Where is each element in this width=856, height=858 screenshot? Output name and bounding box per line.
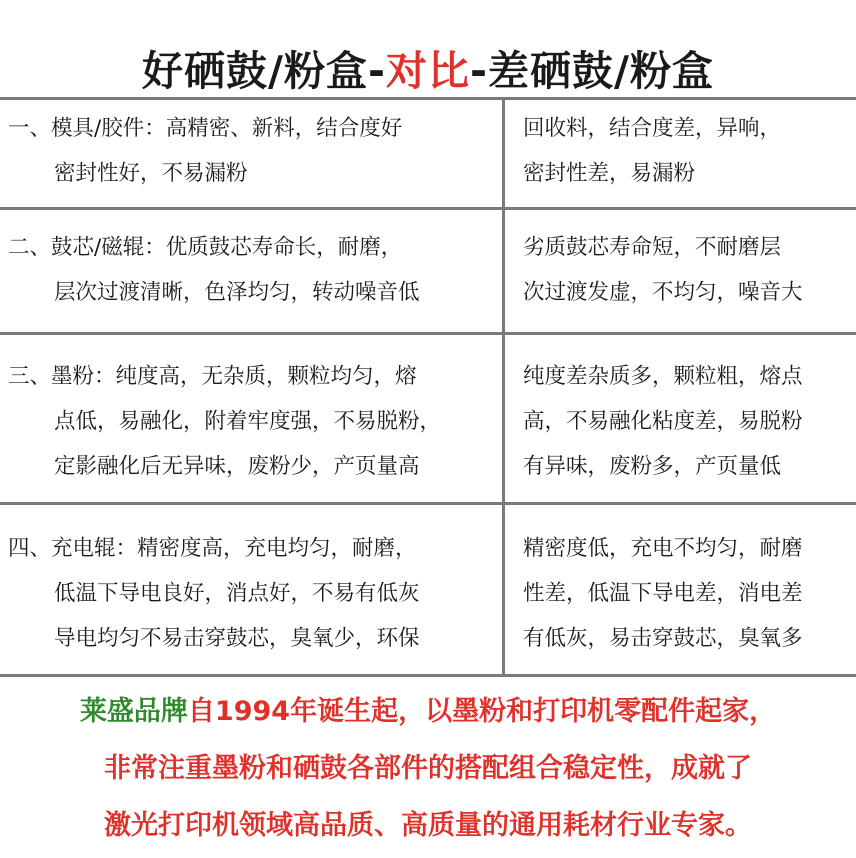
row1-good-line1: 一、模具/胶件：高精密、新料，结合度好 [8,116,403,141]
row2-bad-line2: 次过渡发虚，不均匀，噪音大 [523,280,803,305]
brand-name: 莱盛品牌 [79,696,188,727]
row3-good-cell [8,354,441,489]
row-divider [0,674,856,677]
row4-good-line3: 导电均匀不易击穿鼓芯，臭氧少，环保 [54,626,420,651]
row1-good-line2: 密封性好，不易漏粉 [54,161,248,186]
row3-good-line3: 定影融化后无异味，废粉少，产页量高 [54,454,420,479]
column-divider [502,100,505,674]
row1-good-cell [8,106,402,196]
row-divider [0,502,856,505]
row2-good-line2: 层次过渡清晰，色泽均匀，转动噪音低 [54,280,420,305]
row4-bad-cell [523,526,803,661]
title-accent: 对比 [386,47,470,95]
row3-good-line1: 三、墨粉：纯度高，无杂质，颗粒均匀，熔 [8,364,417,389]
row-divider [0,207,856,210]
row2-good-line1: 二、鼓芯/磁辊：优质鼓芯寿命长，耐磨， [8,235,403,260]
row3-good-line2: 点低，易融化，附着牢度强，不易脱粉， [54,409,442,434]
row3-bad-cell [523,354,803,489]
brand-statement-line1 [0,683,856,740]
row4-good-line2: 低温下导电良好，消点好，不易有低灰 [54,581,420,606]
row4-good-line1: 四、充电辊：精密度高，充电均匀，耐磨， [8,536,417,561]
brand-statement [0,683,856,854]
row2-bad-cell [523,225,803,315]
brand-statement-line2: 非常注重墨粉和硒鼓各部件的搭配组合稳定性，成就了 [104,753,752,784]
row1-bad-line1: 回收料，结合度差，异响， [523,116,782,141]
row-divider [0,332,856,335]
row3-bad-line3: 有异味，废粉多，产页量低 [523,454,782,479]
row4-bad-line2: 性差，低温下导电差，消电差 [523,581,803,606]
row1-bad-line2: 密封性差，易漏粉 [523,161,696,186]
row4-bad-line1: 精密度低，充电不均匀，耐磨 [523,536,803,561]
row-divider [0,97,856,100]
row3-bad-line1: 纯度差杂质多，颗粒粗，熔点 [523,364,803,389]
brand-statement-line1-rest: 自1994年诞生起，以墨粉和打印机零配件起家， [187,696,777,727]
title-part2: -差硒鼓/粉盒 [470,47,714,95]
row3-bad-line2: 高，不易融化粘度差，易脱粉 [523,409,803,434]
row4-bad-line3: 有低灰，易击穿鼓芯，臭氧多 [523,626,803,651]
row4-good-cell [8,526,420,661]
brand-statement-line3: 激光打印机领域高品质、高质量的通用耗材行业专家。 [104,810,752,841]
row2-bad-line1: 劣质鼓芯寿命短，不耐磨层 [523,235,782,260]
row2-good-cell [8,225,420,315]
title-part1: 好硒鼓/粉盒- [142,47,386,95]
row1-bad-cell [523,106,781,196]
